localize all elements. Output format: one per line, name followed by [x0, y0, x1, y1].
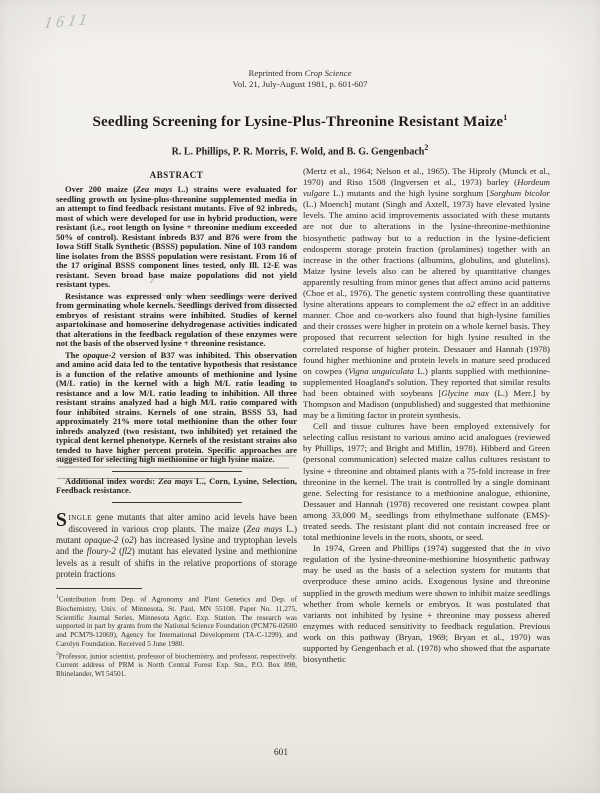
footnote-rule: [56, 588, 142, 589]
pencil-underline: [57, 478, 205, 479]
abstract-paragraph-3: The opaque-2 version of B37 was inhibited. This observation and amino acid data led to the tentative hypothesis that resistance is a function of the relative amounts of methionine and lysine (M/L ratio) in the kernel with a high M/L ratio leading to resistance and a low M/L ratio leading to inhibition. All three resistant strains analyzed had a high M/L ratio compared with four inhibited strains. Kernels of one strain, BSSS 53, had approximately 21% more total methionine than the other four inbreds analyzed (two resistant, two inhibited) yet retained the typical dent kernel phenotype. Kernels of the resistant strains also tended to have higher percent protein. Specific approaches are suggested for selecting high methionine or high lysine maize.: [56, 349, 297, 464]
page-number: 601: [273, 748, 289, 758]
handwritten-annotation: 1611: [42, 10, 93, 33]
authors-footnote-marker: 2: [424, 143, 429, 152]
title-footnote-marker: 1: [503, 113, 508, 122]
article-title: Seedling Screening for Lysine-Plus-Threonine Resistant Maize$^1$: [92, 113, 508, 130]
left-column: [56, 166, 297, 679]
introduction-paragraph: SINGLE gene mutants that alter amino acid levels have been discovered in various crop plants. The maize (Zea mays L.) mutant opaque-2 (o2) has increased lysine and tryptophan levels and the floury-2 (fl2) mutant has elevated lysine and methionine levels as a result of shifts in the relative proportions of storage protein fractions: [56, 509, 298, 579]
journal-name: Crop Science: [304, 68, 352, 78]
index-words: Additional index words: Zea mays L., Corn, Lysine, Selection, Feedback resistance.: [56, 475, 297, 495]
authors-line: R. L. Phillips, P. R. Morris, F. Wold, and B. G. Gengenbach$^2$: [171, 143, 429, 158]
drop-cap: S: [56, 509, 67, 531]
footnote-2: $^2$Professor, junior scientist, professor of biochemistry, and professor, respectively. Current address of PRM is North Central Forest Exp. Stn., P.O. Box 898, Rhinelander, WI 54501.: [56, 651, 297, 679]
reprint-line-1: Reprinted from Crop Science: [248, 68, 352, 78]
abstract-paragraph-2: Resistance was expressed only when seedlings were derived from germinating whole kernels. Seedlings derived from dissected embryos of resistant strains were inhibited. Studies of kernel aspartokinase and homoserine dehydrogenase activities indicated that alterations in the feedback regulation of these enzymes were not the basis of the observed lysine + threonine resistance.: [56, 290, 297, 348]
body-paragraph-3: In 1974, Green and Phillips (1974) suggested that the in vivo regulation of the lysine-threonine-methionine biosynthetic pathway may be used as the basis of a selection system for mutants that overproduce these amino acids. Exogenous lysine and threonine supplied in the growth medium were shown to inhibit maize seedlings whether from whole kernels or embryos. It was postulated that variants not inhibited by lysine + threonine may possess altered enzymes with reduced sensitivity to feedback regulation. Previous work on this pathway (Bryan, 1969; Bryan et al., 1970) was supported by Gengenbach et al. (1978) who showed that the aspartate biosynthetic: [303, 543, 550, 665]
body-paragraph-1: (Mertz et al., 1964; Nelson et al., 1965). The Hiproly (Munck et al., 1970) and Riso 1508 (Ingversen et al., 1973) barley (Hordeum vulgare L.) mutants and the high lysine sorghum [Sorghum bicolor (L.) Moench] mutant (Singh and Axtell, 1973) have elevated lysine levels. The amino acid improvements associated with these mutants are not due to alterations in the lysine-threonine-methionine biosynthetic pathway but to a reduction in the lysine-deficient endosperm storage protein fraction (prolamines) together with an increase in the other fractions (albumins, globulins, and glutelins). Maize lysine levels also can be altered by quantitative changes apparently resulting from minor genes that affect amino acid patterns (Choe et al., 1976). The genetic system controlling these quantitative lysine alterations appears to complement the o2 effect in an additive manner. Choe and co-workers also found that high-lysine families and their crosses were higher in protein on a whole kernel basis. They proposed that recurrent selection for high lysine resulted in the correlated response of higher protein. Dessauer and Hannah (1978) found higher methionine and protein levels in mature seed produced on cowpea (Vigna unguiculata L.) plants supplied with methionine-supplemented Hoagland's solution. They reported that similar results had been obtained with soybeans [Glycine max (L.) Merr.] by Thompson and Madison (unpublished) and suggested that methionine may be a limiting factor in protein synthesis.: [303, 166, 550, 421]
separator-rule-top: [112, 471, 242, 472]
right-column: [303, 166, 550, 665]
separator-rule-bottom: [112, 502, 242, 503]
reprint-notice: [0, 68, 600, 90]
body-paragraph-2: Cell and tissue cultures have been employed extensively for selecting callus resistant to various amino acid analogues (reviewed by Phillips, 1977; and Bright and Miflin, 1978). Hibberd and Green (personal communication) selected maize callus cultures resistant to lysine + threonine and obtained plants with a 75-fold increase in free threonine in the kernel. The trait is controlled by a single dominant gene. Selecting for resistance to a methionine analogue, ethionine, Dessauer and Hannah (1978) recovered one resistant cowpea plant among 33,000 M₂ seedlings from ethylmethane sulfonate (EMS)-treated seeds. The resistant plant did not contain increased free or total methionine levels in the roots, shoots, or seed.: [303, 421, 550, 543]
footnote-1: $^1$Contribution from Dep. of Agronomy and Plant Genetics and Dep. of Biochemistry, Univ. of Minnesota, St. Paul, MN 55108. Paper No. 11,275, Scientific Journal Series, Minnesota Agric. Exp. Station. The research was supported in part by grants from the National Science Foundation (PCM76-02600 and PCM79-12069), Agency for International Development (TA-C-1299), and Carolyn Foundation. Received 5 June 1980.: [56, 594, 297, 649]
reprint-line-2: Vol. 21, July-August 1981, p. 601-607: [232, 79, 368, 89]
abstract-heading: ABSTRACT: [149, 170, 204, 180]
small-caps-word: INGLE: [68, 513, 92, 522]
abstract-paragraph-1: Over 200 maize (Zea mays L.) strains were evaluated for seedling growth on lysine-plus-threonine supplemented media in an attempt to find feedback resistant mutants. Five of 92 inbreds, most of which were developed for use in hybrid production, were resistant (i.e., root length on lysine + threonine medium exceeded 50% of control). Resistant inbreds B37 and B76 were from the Iowa Stiff Stalk Synthetic (BSSS) population. Nine of 103 random line isolates from the BSSS population were resistant. From 16 of the 17 original BSSS component lines tested, only Ill. 12-E was resistant. Seven broad base maize populations did not yield resistant types.: [56, 184, 297, 289]
